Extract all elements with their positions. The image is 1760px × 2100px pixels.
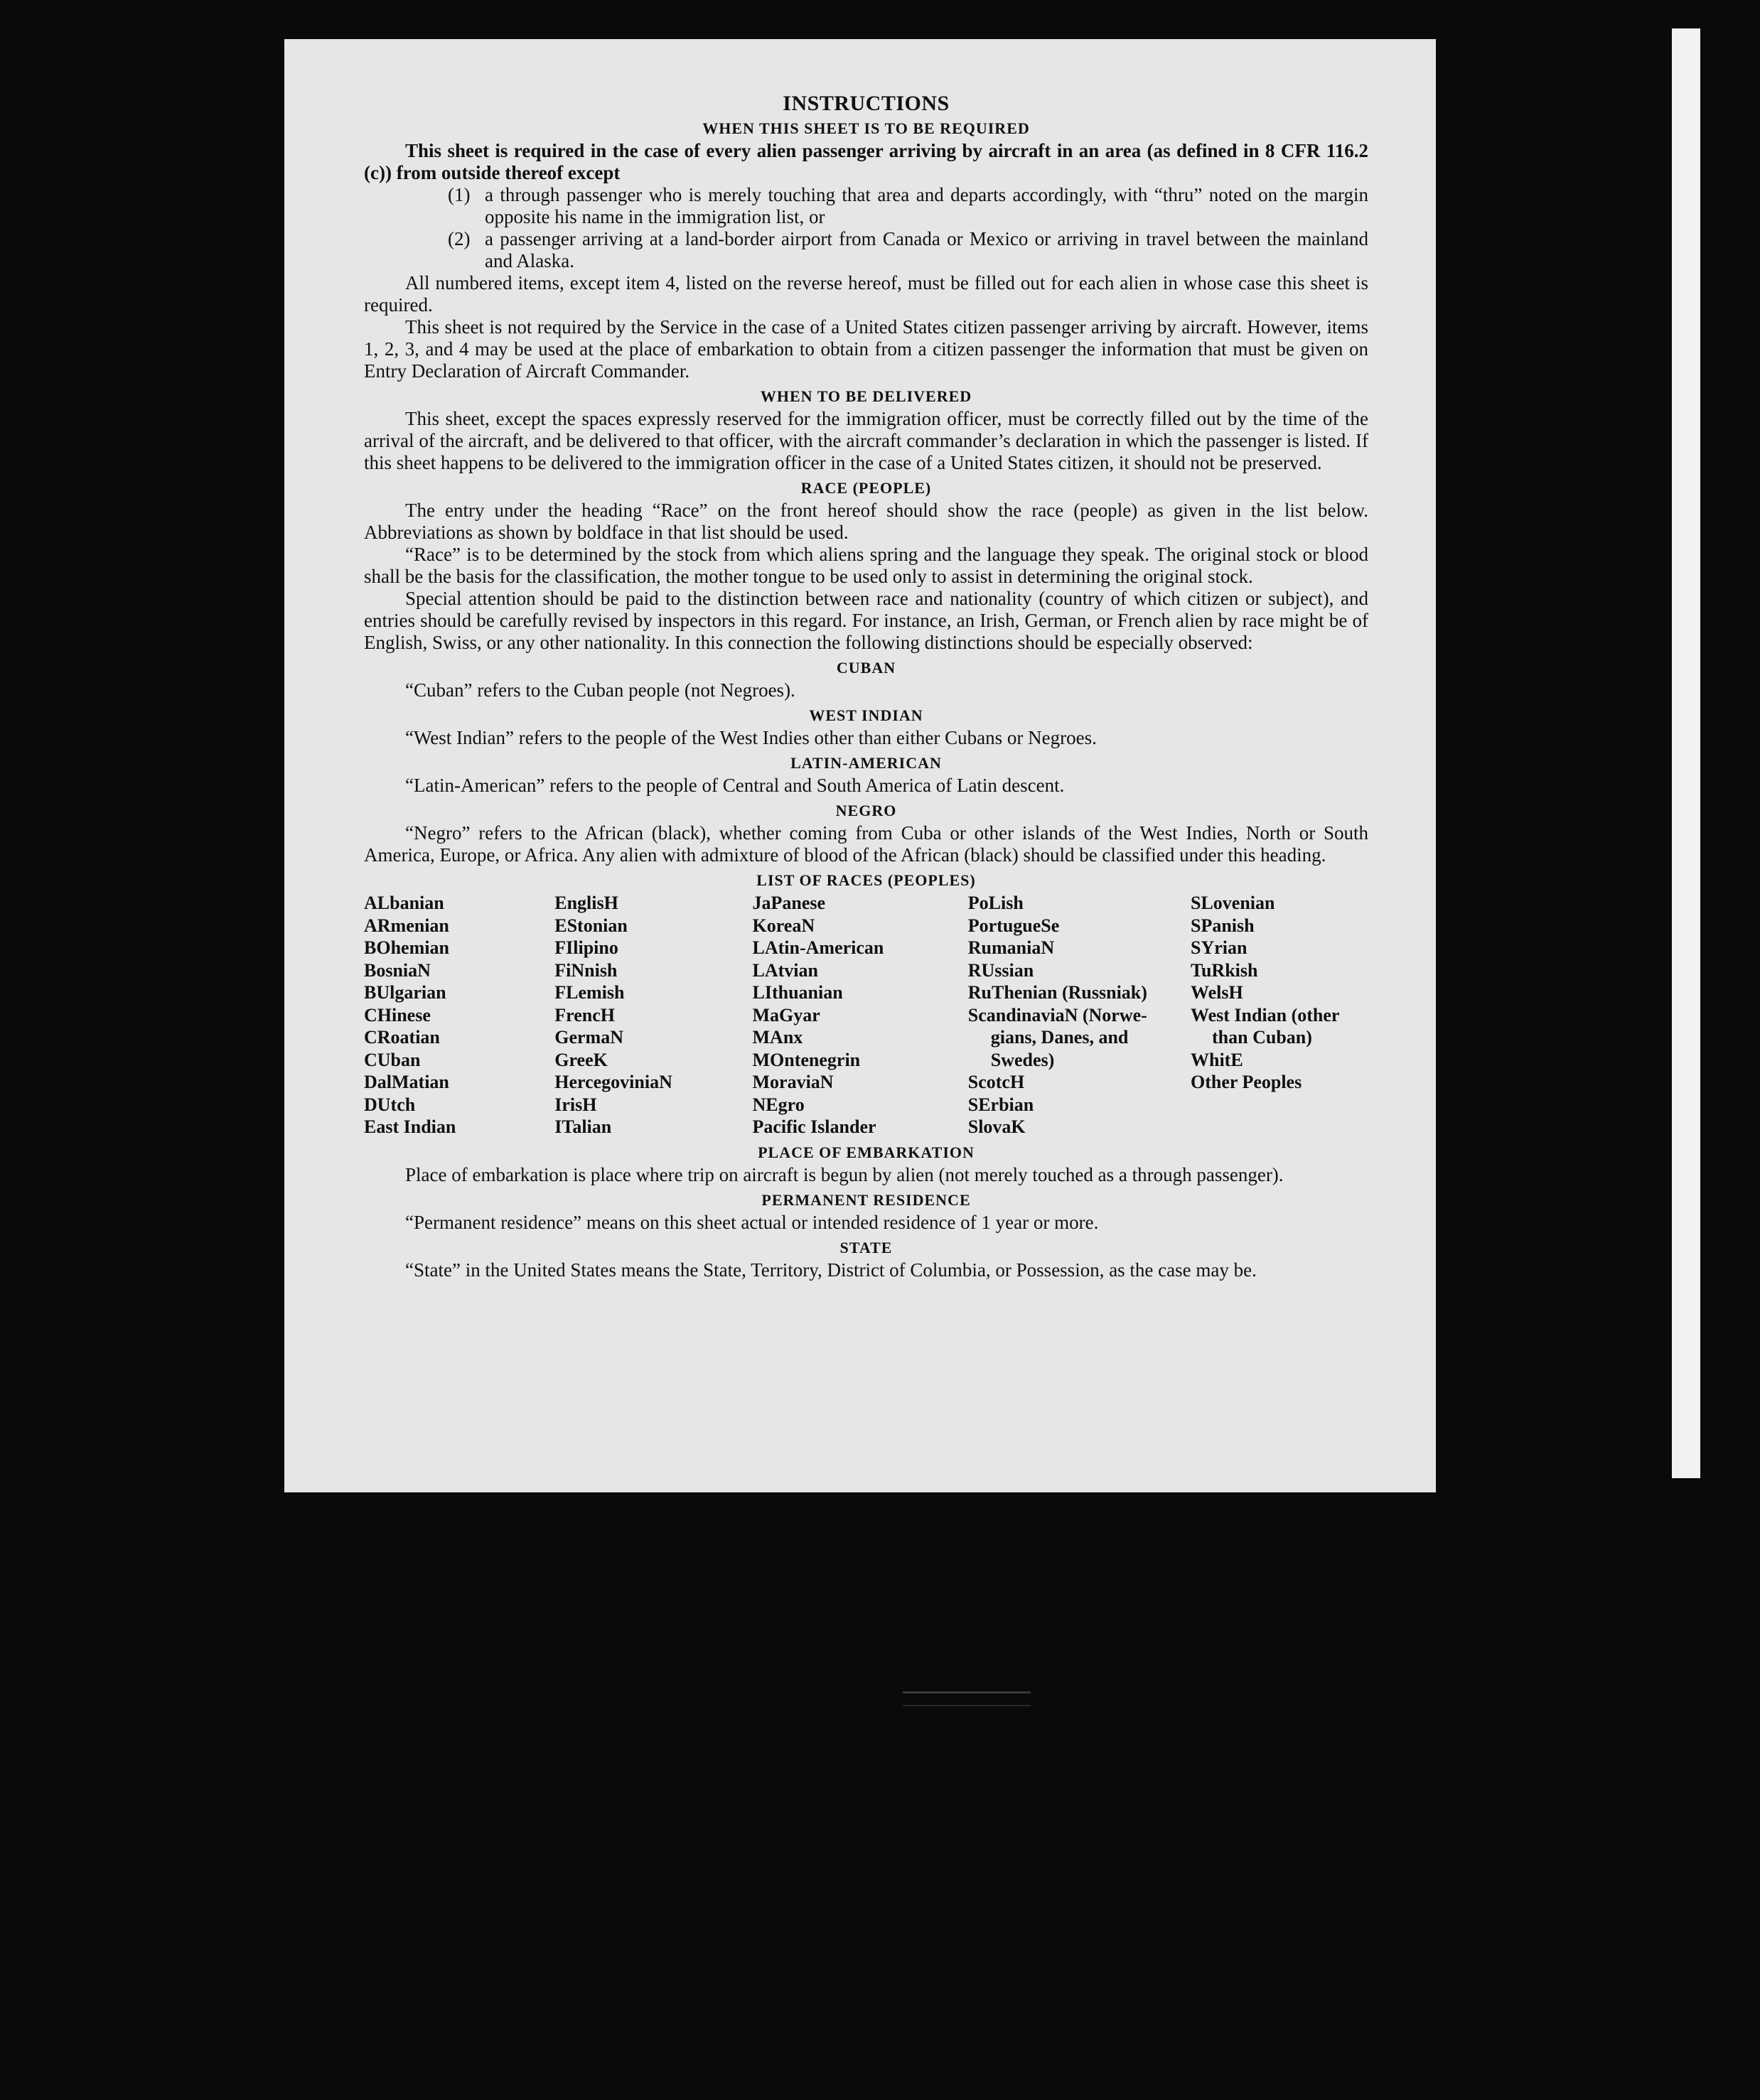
race-entry: MoraviaN xyxy=(752,1072,834,1092)
race-entry: NEgro xyxy=(752,1094,805,1115)
race-entry: West Indian (other xyxy=(1191,1004,1340,1025)
exception-item xyxy=(448,184,1368,228)
heading-races-list: LIST OF RACES (PEOPLES) xyxy=(756,871,976,889)
race-entry: BUlgarian xyxy=(364,982,446,1003)
race-entry: CRoatian xyxy=(364,1027,440,1048)
item-number: (1) xyxy=(448,184,471,205)
race-entry: FIlipino xyxy=(554,937,618,958)
race-entry: MAnx xyxy=(752,1027,803,1048)
race-entry: SlovaK xyxy=(967,1116,1026,1137)
citizen-note-paragraph: This sheet is not required by the Service in the case of a United States citizen passenger arriving by aircraft. However, items 1, 2, 3, and 4 may be used at the place of embarkation to obtain from a citizen passenger the information that must be given on Entry Declaration of Aircraft Commander. xyxy=(364,316,1368,382)
race-entry: East Indian xyxy=(364,1116,456,1137)
heading-latin-american: LATIN-AMERICAN xyxy=(790,754,942,772)
races-column-3 xyxy=(753,892,952,1138)
heading-race: RACE (PEOPLE) xyxy=(800,479,932,497)
race-entry: LAtin-American xyxy=(752,937,884,958)
negro-paragraph: “Negro” refers to the African (black), whether coming from Cuba or other islands of the West Indies, North or South America, Europe, or Africa. Any alien with admixture of blood of the African (black) should be classified under this heading. xyxy=(364,822,1368,866)
race-entry-continued: Swedes) xyxy=(990,1049,1055,1070)
race-entry: EStonian xyxy=(554,915,628,936)
race-entry: CHinese xyxy=(364,1004,431,1025)
race-paragraph-1: The entry under the heading “Race” on the front hereof should show the race (people) as given in the list below. Abbreviations as shown by boldface in that list should be used. xyxy=(364,500,1368,543)
race-entry: PortugueSe xyxy=(967,915,1060,936)
item-text: a passenger arriving at a land-border airport from Canada or Mexico or arriving in travel between the mainland and Alaska. xyxy=(485,228,1368,271)
item-number: (2) xyxy=(448,228,471,249)
intro-paragraph: This sheet is required in the case of every alien passenger arriving by aircraft in an area (as defined in 8 CFR 116.2 (c)) from outside thereof except xyxy=(364,140,1368,183)
race-entry: Pacific Islander xyxy=(752,1116,876,1137)
cuban-paragraph: “Cuban” refers to the Cuban people (not Negroes). xyxy=(405,679,795,701)
west-indian-paragraph: “West Indian” refers to the people of the West Indies other than either Cubans or Negroes. xyxy=(405,727,1097,748)
races-column-4 xyxy=(968,892,1174,1138)
document-page xyxy=(284,39,1436,1492)
races-column-2 xyxy=(554,892,736,1138)
film-artifact xyxy=(903,1691,1031,1706)
race-paragraph-2: “Race” is to be determined by the stock from which aliens spring and the language they speak. The original stock or blood shall be the basis for the classification, the mother tongue to be used only to assist in determining the original stock. xyxy=(364,544,1368,587)
race-entry: GreeK xyxy=(554,1049,608,1070)
race-entry: FiNnish xyxy=(554,959,618,981)
race-entry: RuThenian (Russniak) xyxy=(967,982,1147,1003)
race-entry-continued: than Cuban) xyxy=(1212,1027,1312,1048)
race-entry: EnglisH xyxy=(554,893,618,913)
race-entry: SLovenian xyxy=(1191,893,1275,913)
race-entry: SErbian xyxy=(967,1094,1034,1115)
race-entry: WelsH xyxy=(1191,982,1243,1003)
race-entry: MOntenegrin xyxy=(752,1049,861,1070)
race-entry: PoLish xyxy=(967,893,1024,913)
race-entry: ARmenian xyxy=(364,915,449,936)
race-entry: ScandinaviaN (Norwe- xyxy=(967,1004,1147,1025)
race-entry: FLemish xyxy=(554,982,625,1003)
races-column-1 xyxy=(364,892,538,1138)
race-entry: Other Peoples xyxy=(1191,1072,1302,1092)
race-entry: MaGyar xyxy=(752,1004,820,1025)
numbered-items-paragraph: All numbered items, except item 4, listed on the reverse hereof, must be filled out for each alien in whose case this sheet is required. xyxy=(364,272,1368,316)
embarkation-paragraph: Place of embarkation is place where trip on aircraft is begun by alien (not merely touched as a through passenger). xyxy=(405,1163,1284,1185)
latin-american-paragraph: “Latin-American” refers to the people of Central and South America of Latin descent. xyxy=(405,775,1065,796)
race-entry: RumaniaN xyxy=(967,937,1055,958)
heading-when-required: WHEN THIS SHEET IS TO BE REQUIRED xyxy=(702,119,1030,137)
race-entry: JaPanese xyxy=(752,893,826,913)
race-entry: SYrian xyxy=(1191,937,1247,958)
race-entry: BosniaN xyxy=(364,959,431,981)
race-entry: GermaN xyxy=(554,1027,623,1048)
heading-embarkation: PLACE OF EMBARKATION xyxy=(758,1143,975,1161)
heading-cuban: CUBAN xyxy=(836,659,896,677)
race-entry: ALbanian xyxy=(364,893,444,913)
race-entry: IrisH xyxy=(554,1094,597,1115)
race-entry: FrencH xyxy=(554,1004,615,1025)
adjacent-page-edge xyxy=(1672,28,1700,1478)
state-paragraph: “State” in the United States means the State, Territory, District of Columbia, or Possession, as the case may be. xyxy=(405,1259,1257,1281)
heading-state: STATE xyxy=(839,1238,893,1256)
race-entry: WhitE xyxy=(1191,1049,1243,1070)
heading-negro: NEGRO xyxy=(835,802,897,819)
races-column-5 xyxy=(1191,892,1368,1138)
race-paragraph-3: Special attention should be paid to the distinction between race and nationality (country of which citizen or subject), and entries should be carefully revised by inspectors in this regard. For instance, an Irish, German, or French alien by race might be of English, Swiss, or any other nationality. In this connection the following distinctions should be especially observed: xyxy=(364,588,1368,653)
race-entry: DUtch xyxy=(364,1094,416,1115)
race-entry: SPanish xyxy=(1191,915,1255,936)
races-list xyxy=(364,892,1368,1138)
race-entry: KoreaN xyxy=(752,915,815,936)
race-entry: DalMatian xyxy=(364,1072,449,1092)
exception-item xyxy=(448,228,1368,272)
race-entry: HercegoviniaN xyxy=(554,1072,672,1092)
race-entry: BOhemian xyxy=(364,937,449,958)
residence-paragraph: “Permanent residence” means on this sheet actual or intended residence of 1 year or more. xyxy=(405,1211,1099,1233)
race-entry: ScotcH xyxy=(967,1072,1025,1092)
delivered-paragraph: This sheet, except the spaces expressly reserved for the immigration officer, must be correctly filled out by the time of the arrival of the aircraft, and be delivered to that officer, with the aircraft commander’s declaration in which the passenger is listed. If this sheet happens to be delivered to the immigration officer in the case of a United States citizen, it should not be preserved. xyxy=(364,408,1368,473)
race-entry: ITalian xyxy=(554,1116,612,1137)
page-title: INSTRUCTIONS xyxy=(783,92,950,115)
race-entry: CUban xyxy=(364,1049,421,1070)
race-entry: TuRkish xyxy=(1191,959,1258,981)
race-entry: LAtvian xyxy=(752,959,818,981)
heading-when-delivered: WHEN TO BE DELIVERED xyxy=(760,387,972,405)
heading-permanent-residence: PERMANENT RESIDENCE xyxy=(761,1190,971,1209)
heading-west-indian: WEST INDIAN xyxy=(809,706,923,724)
race-entry: RUssian xyxy=(967,959,1034,981)
race-entry: LIthuanian xyxy=(752,982,843,1003)
race-entry-continued: gians, Danes, and xyxy=(990,1027,1129,1048)
item-text: a through passenger who is merely touching that area and departs accordingly, with “thru” noted on the margin opposite his name in the immigration list, or xyxy=(485,184,1368,227)
